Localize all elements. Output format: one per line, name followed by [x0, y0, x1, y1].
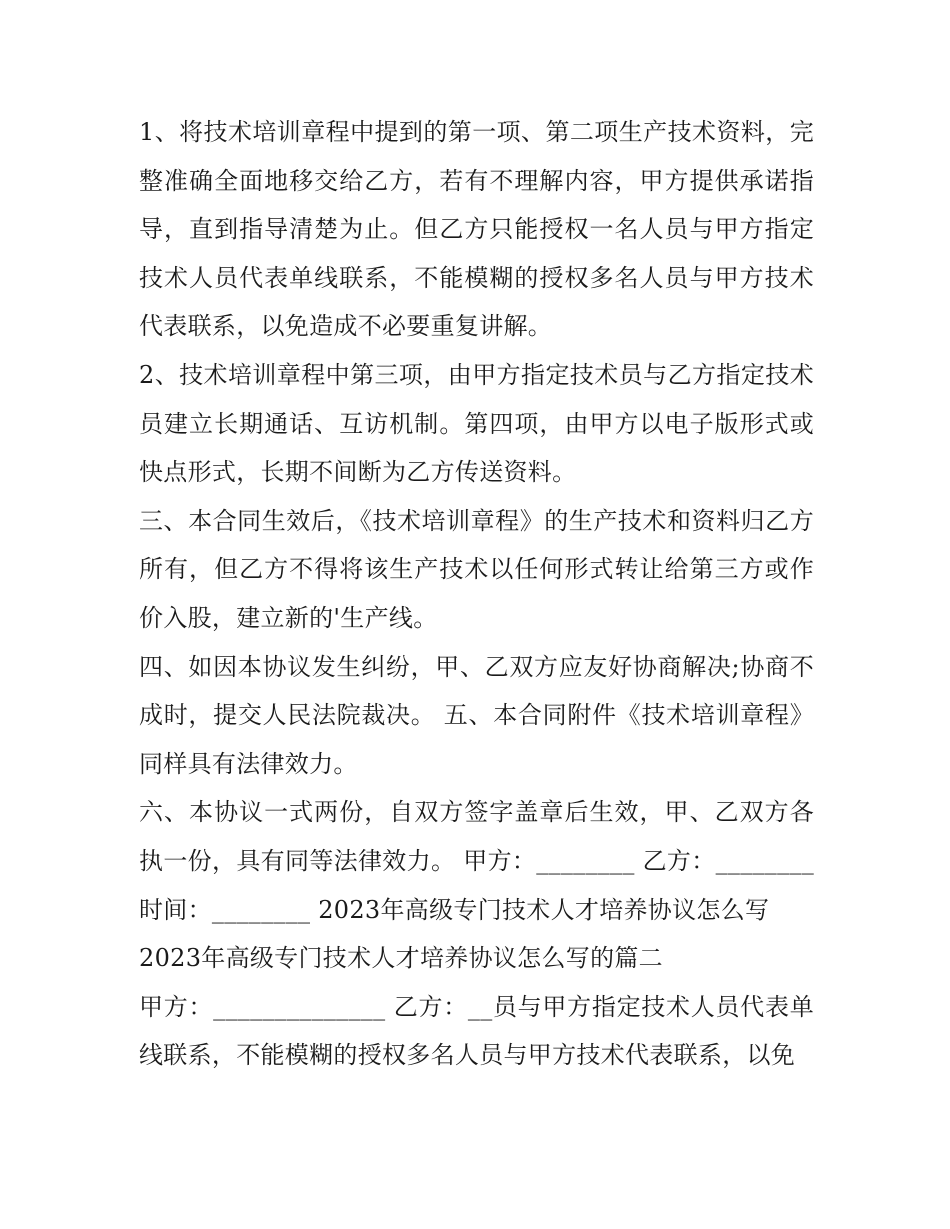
- paragraph-parties: 甲方：______________ 乙方：__员与甲方指定技术人员代表单线联系，不能模糊的授权多名人员与甲方技术代表联系，以免: [139, 992, 814, 1070]
- paragraph-clause-2: 2、技术培训章程中第三项，由甲方指定技术员与乙方指定技术员建立长期通话、互访机制。第四项，由甲方以电子版形式或快点形式，长期不间断为乙方传送资料。: [139, 360, 814, 487]
- paragraph-clause-three: 三、本合同生效后，《技术培训章程》的生产技术和资料归乙方所有，但乙方不得将该生产技术以任何形式转让给第三方或作价入股，建立新的'生产线。: [139, 506, 814, 632]
- document-body: [139, 108, 814, 1080]
- paragraph-clause-1: 1、将技术培训章程中提到的第一项、第二项生产技术资料，完整准确全面地移交给乙方，若有不理解内容，甲方提供承诺指导，直到指导清楚为止。但乙方只能授权一名人员与甲方指定技术人员代表单线联系，不能模糊的授权多名人员与甲方技术代表联系，以免造成不必要重复讲解。: [139, 118, 814, 341]
- paragraph-clause-four-five: 四、如因本协议发生纠纷，甲、乙双方应友好协商解决;协商不成时，提交人民法院裁决。 五、本合同附件《技术培训章程》同样具有法律效力。: [139, 652, 814, 778]
- paragraph-clause-six-signatures: 六、本协议一式两份，自双方签字盖章后生效，甲、乙双方各执一份，具有同等法律效力。 甲方：________ 乙方：________ 时间：________ 2023年高级专门技术人才培养协议怎么写: [139, 798, 814, 924]
- section-heading-part-two: 2023年高级专门技术人才培养协议怎么写的篇二: [139, 944, 663, 973]
